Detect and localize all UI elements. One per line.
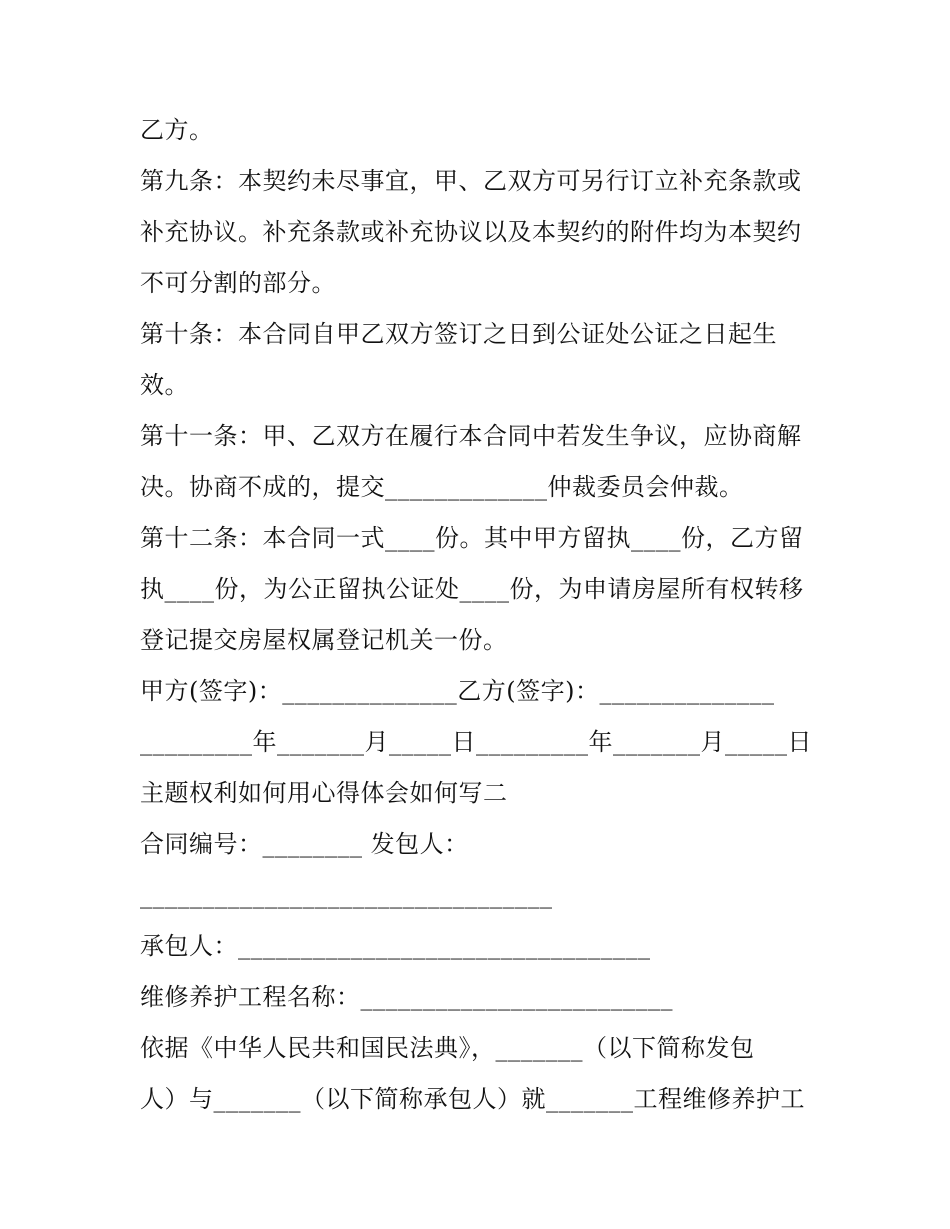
section-title: 主题权利如何用心得体会如何写二 [140,779,508,807]
clause-9-line-2: 补充协议。补充条款或补充协议以及本契约的附件均为本契约 [140,218,802,246]
basis-line-1: 依据《中华人民共和国民法典》，_______（以下简称发包 [140,1034,755,1062]
signature-line: 甲方(签字)：______________乙方(签字)：______________ [140,677,775,705]
contract-number-line: 合同编号：________ 发包人： [140,830,469,858]
text-line: 乙方。 [140,116,214,144]
project-name-line: 维修养护工程名称：_________________________ [140,983,673,1011]
clause-10-line-2: 效。 [140,371,189,399]
date-line: _________年_______月_____日_________年_______月_____日 [140,728,812,756]
clause-9-line-3: 不可分割的部分。 [140,269,336,297]
basis-line-2: 人）与_______（以下简称承包人）就_______工程维修养护工 [140,1085,805,1113]
clause-11-line-2: 决。协商不成的，提交_____________仲裁委员会仲裁。 [140,473,744,501]
blank-line: _________________________________ [140,881,553,909]
clause-11-line-1: 第十一条：甲、乙双方在履行本合同中若发生争议，应协商解 [140,422,802,450]
clause-10-line-1: 第十条：本合同自甲乙双方签订之日到公证处公证之日起生 [140,320,777,348]
clause-9-line-1: 第九条：本契约未尽事宜，甲、乙双方可另行订立补充条款或 [140,167,802,195]
contractor-line: 承包人：_________________________________ [140,932,651,960]
clause-12-line-1: 第十二条：本合同一式____份。其中甲方留执____份，乙方留 [140,524,804,552]
document-body [140,108,820,1128]
clause-12-line-2: 执____份，为公正留执公证处____份，为申请房屋所有权转移 [140,575,804,603]
clause-12-line-3: 登记提交房屋权属登记机关一份。 [140,626,508,654]
